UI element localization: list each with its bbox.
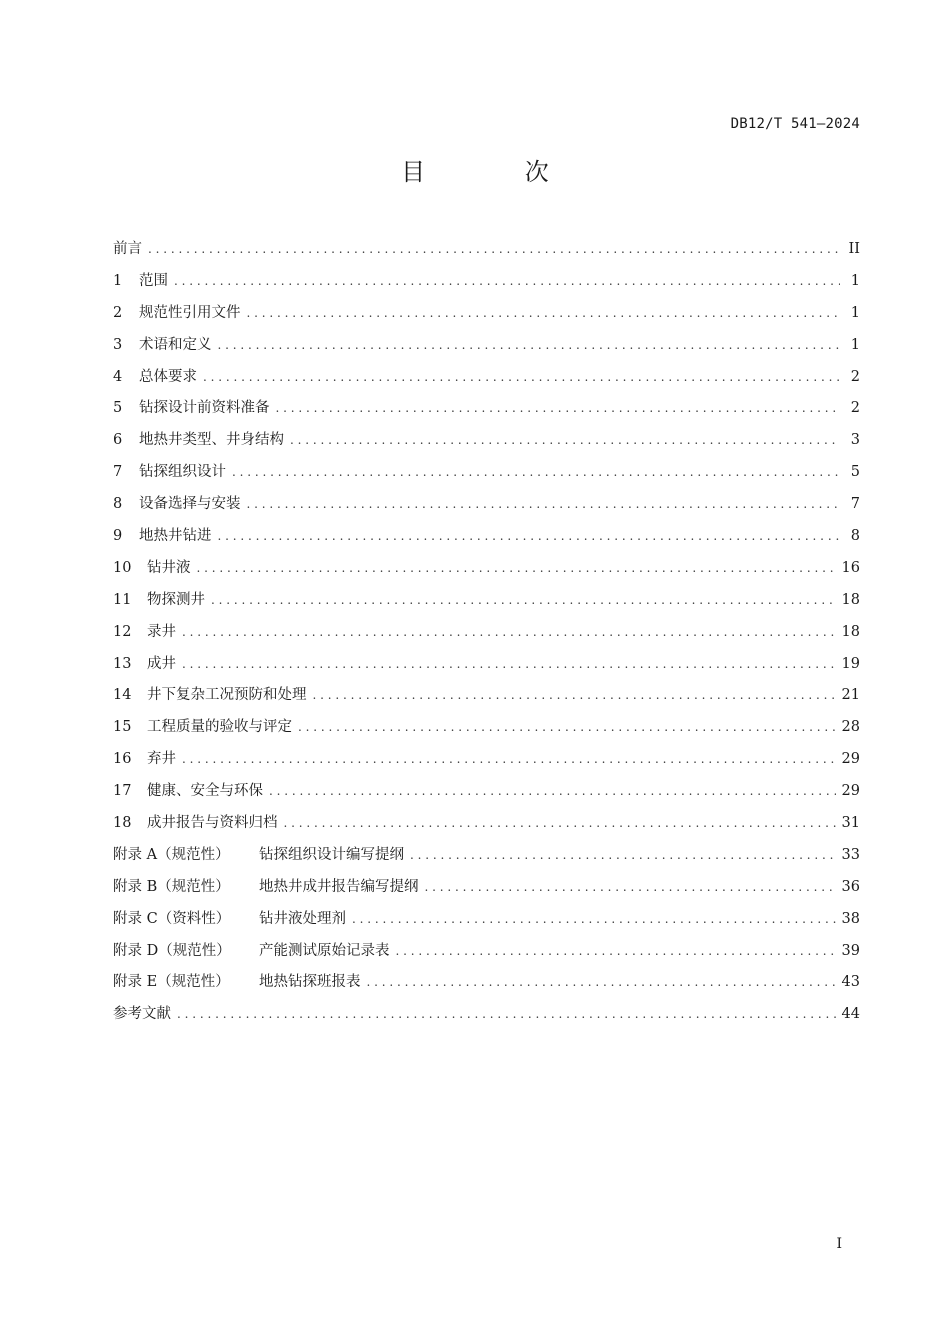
toc-entry-number: 16 <box>113 751 132 768</box>
toc-entry[interactable] <box>113 811 860 843</box>
toc-entry-number: 7 <box>113 464 123 481</box>
toc-entry-label: 地热钻探班报表 <box>259 974 361 991</box>
toc-entry-label: 总体要求 <box>139 368 197 385</box>
toc-entry-label: 物探测井 <box>147 591 205 608</box>
toc-entry[interactable] <box>113 588 860 620</box>
toc-entry[interactable] <box>113 875 860 907</box>
toc-entry[interactable] <box>113 1002 860 1034</box>
toc-entry[interactable] <box>113 428 860 460</box>
toc-entry-label: 钻井液 <box>147 559 191 576</box>
toc-entry-number: 附录 A（规范性） <box>113 846 230 863</box>
table-of-contents <box>113 237 860 1034</box>
toc-entry-page: 7 <box>850 496 860 513</box>
toc-entry[interactable] <box>113 269 860 301</box>
dot-leader <box>182 657 836 671</box>
toc-entry-page: 1 <box>850 304 860 321</box>
toc-entry-number: 附录 E（规范性） <box>113 974 230 991</box>
toc-entry-page: 1 <box>850 272 860 289</box>
toc-entry-page: 3 <box>850 432 860 449</box>
toc-entry-label: 健康、安全与环保 <box>147 783 263 800</box>
toc-entry-label: 地热井类型、井身结构 <box>139 432 284 449</box>
toc-entry-label: 参考文献 <box>113 1006 171 1023</box>
toc-entry-label: 术语和定义 <box>139 336 212 353</box>
dot-leader <box>298 720 836 734</box>
toc-entry-number: 附录 B（规范性） <box>113 878 230 895</box>
toc-entry[interactable] <box>113 970 860 1002</box>
dot-leader <box>352 912 836 926</box>
toc-entry-number: 10 <box>113 559 132 576</box>
toc-entry-page: 31 <box>841 815 860 832</box>
dot-leader <box>211 593 836 607</box>
toc-entry-number: 13 <box>113 655 132 672</box>
toc-entry[interactable] <box>113 843 860 875</box>
toc-entry-number: 18 <box>113 815 132 832</box>
toc-entry-page: 36 <box>841 878 860 895</box>
dot-leader <box>367 975 836 989</box>
toc-entry[interactable] <box>113 907 860 939</box>
toc-entry-page: 33 <box>841 846 860 863</box>
toc-entry-page: 1 <box>850 336 860 353</box>
toc-entry-number: 2 <box>113 304 123 321</box>
toc-entry-number: 12 <box>113 623 132 640</box>
toc-entry-page: 39 <box>841 942 860 959</box>
dot-leader <box>290 433 840 447</box>
toc-entry-label: 设备选择与安装 <box>139 496 241 513</box>
dot-leader <box>247 306 841 320</box>
toc-entry-number: 17 <box>113 783 132 800</box>
toc-entry-page: 29 <box>841 751 860 768</box>
page-number: I <box>836 1236 842 1252</box>
toc-entry-number: 9 <box>113 528 123 545</box>
toc-entry-page: 44 <box>841 1006 860 1023</box>
toc-entry-label: 钻探设计前资料准备 <box>139 400 270 417</box>
toc-entry[interactable] <box>113 620 860 652</box>
toc-entry-label: 规范性引用文件 <box>139 304 241 321</box>
dot-leader <box>174 274 840 288</box>
toc-entry-label: 前言 <box>113 241 142 257</box>
toc-entry-number: 8 <box>113 496 123 513</box>
toc-entry-label: 弃井 <box>147 751 176 768</box>
toc-entry[interactable] <box>113 652 860 684</box>
dot-leader <box>396 944 836 958</box>
toc-entry-label: 钻探组织设计编写提纲 <box>259 846 404 863</box>
toc-entry-label: 录井 <box>147 623 176 640</box>
dot-leader <box>410 848 836 862</box>
toc-entry-label: 成井报告与资料归档 <box>147 815 278 832</box>
document-code: DB12/T 541—2024 <box>730 116 860 132</box>
toc-entry[interactable] <box>113 365 860 397</box>
dot-leader <box>313 688 836 702</box>
toc-entry[interactable] <box>113 492 860 524</box>
dot-leader <box>197 561 836 575</box>
toc-entry-page: 18 <box>841 591 860 608</box>
toc-entry-page: 2 <box>850 368 860 385</box>
toc-entry[interactable] <box>113 524 860 556</box>
toc-entry-page: 5 <box>850 464 860 481</box>
dot-leader <box>269 784 836 798</box>
toc-entry-number: 6 <box>113 432 123 449</box>
page-title: 目 次 <box>401 158 595 186</box>
toc-entry-page: 19 <box>841 655 860 672</box>
toc-entry[interactable] <box>113 460 860 492</box>
dot-leader <box>284 816 836 830</box>
toc-entry-label: 产能测试原始记录表 <box>259 942 390 959</box>
toc-entry[interactable] <box>113 715 860 747</box>
dot-leader <box>218 529 841 543</box>
dot-leader <box>276 401 841 415</box>
toc-entry-page: 43 <box>841 974 860 991</box>
toc-entry[interactable] <box>113 779 860 811</box>
toc-entry-label: 钻探组织设计 <box>139 464 226 481</box>
toc-entry[interactable] <box>113 301 860 333</box>
dot-leader <box>177 1007 836 1021</box>
toc-entry-page: 18 <box>841 623 860 640</box>
toc-entry-label: 井下复杂工况预防和处理 <box>147 687 307 704</box>
toc-entry-number: 5 <box>113 400 123 417</box>
toc-entry-number: 4 <box>113 368 123 385</box>
dot-leader <box>218 338 841 352</box>
dot-leader <box>182 752 836 766</box>
dot-leader <box>182 625 836 639</box>
toc-entry-page: 38 <box>841 910 860 927</box>
dot-leader <box>232 465 840 479</box>
toc-entry-page: II <box>848 241 860 257</box>
toc-entry-number: 附录 C（资料性） <box>113 910 231 927</box>
dot-leader <box>148 242 840 256</box>
toc-entry-number: 11 <box>113 591 132 608</box>
toc-entry[interactable] <box>113 683 860 715</box>
toc-entry[interactable] <box>113 556 860 588</box>
toc-entry-label: 地热井钻进 <box>139 528 212 545</box>
toc-entry[interactable] <box>113 747 860 779</box>
toc-entry[interactable] <box>113 396 860 428</box>
toc-entry-label: 工程质量的验收与评定 <box>147 719 292 736</box>
dot-leader <box>247 497 841 511</box>
toc-entry-number: 3 <box>113 336 123 353</box>
toc-entry-label: 成井 <box>147 655 176 672</box>
toc-entry-page: 16 <box>841 559 860 576</box>
toc-entry-page: 2 <box>850 400 860 417</box>
toc-entry-label: 钻井液处理剂 <box>259 910 346 927</box>
toc-entry-page: 21 <box>841 687 860 704</box>
toc-entry[interactable] <box>113 939 860 971</box>
toc-entry-number: 附录 D（规范性） <box>113 942 231 959</box>
toc-entry-number: 15 <box>113 719 132 736</box>
toc-entry[interactable] <box>113 333 860 365</box>
dot-leader <box>203 370 840 384</box>
dot-leader <box>425 880 836 894</box>
toc-entry-page: 8 <box>850 528 860 545</box>
toc-entry-page: 29 <box>841 783 860 800</box>
toc-entry-page: 28 <box>841 719 860 736</box>
toc-entry[interactable] <box>113 237 860 269</box>
toc-entry-label: 范围 <box>139 272 168 289</box>
toc-entry-label: 地热井成井报告编写提纲 <box>259 878 419 895</box>
toc-entry-number: 14 <box>113 687 132 704</box>
toc-entry-number: 1 <box>113 272 123 289</box>
